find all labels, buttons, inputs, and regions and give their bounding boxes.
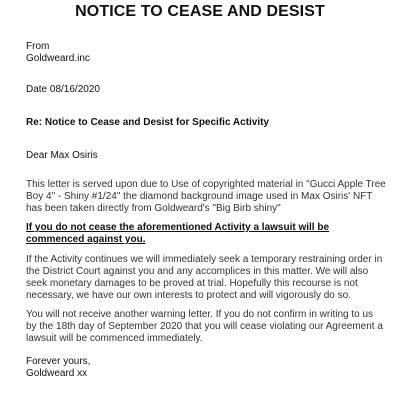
lawsuit-warning: If you do not cease the aforementioned Activity a lawsuit will be commenced against you.: [26, 222, 330, 245]
signature-block: [26, 356, 386, 380]
from-label: From: [26, 41, 50, 52]
subject-line: Re: Notice to Cease and Desist for Specific Activity: [26, 117, 270, 128]
from-name: Goldweard.inc: [26, 53, 90, 64]
paragraph-final-warning: You will not receive another warning letter. If you do not confirm in writing to us by the 18th day of September 2020 that you will cease violating our Agreement a lawsuit will be commenced immediately.: [26, 309, 383, 344]
sender-block: [26, 41, 386, 65]
salutation: Dear Max Osiris: [26, 150, 98, 161]
date-line: Date 08/16/2020: [26, 84, 100, 95]
closing: Forever yours,: [26, 356, 91, 367]
signature-name: Goldweard xx: [26, 368, 88, 379]
paragraph-copyright: This letter is served upon due to Use of copyrighted material in "Gucci Apple Tree Boy 4" - Shiny #1/24" the diamond background image used in Max Osiris' NFT has been taken directly from Goldweard's "Big Birb shiny": [26, 179, 386, 214]
paragraph-restraining-order: If the Activity continues we will immediately seek a temporary restraining order in the District Court against you and any accomplices in this matter. We will also seek monetary damages to be proved at trial. Hopefully this recourse is not necessary, we have our own interests to protect and will vigorously do so.: [26, 254, 383, 301]
letter-title: NOTICE TO CEASE AND DESIST: [75, 3, 325, 20]
